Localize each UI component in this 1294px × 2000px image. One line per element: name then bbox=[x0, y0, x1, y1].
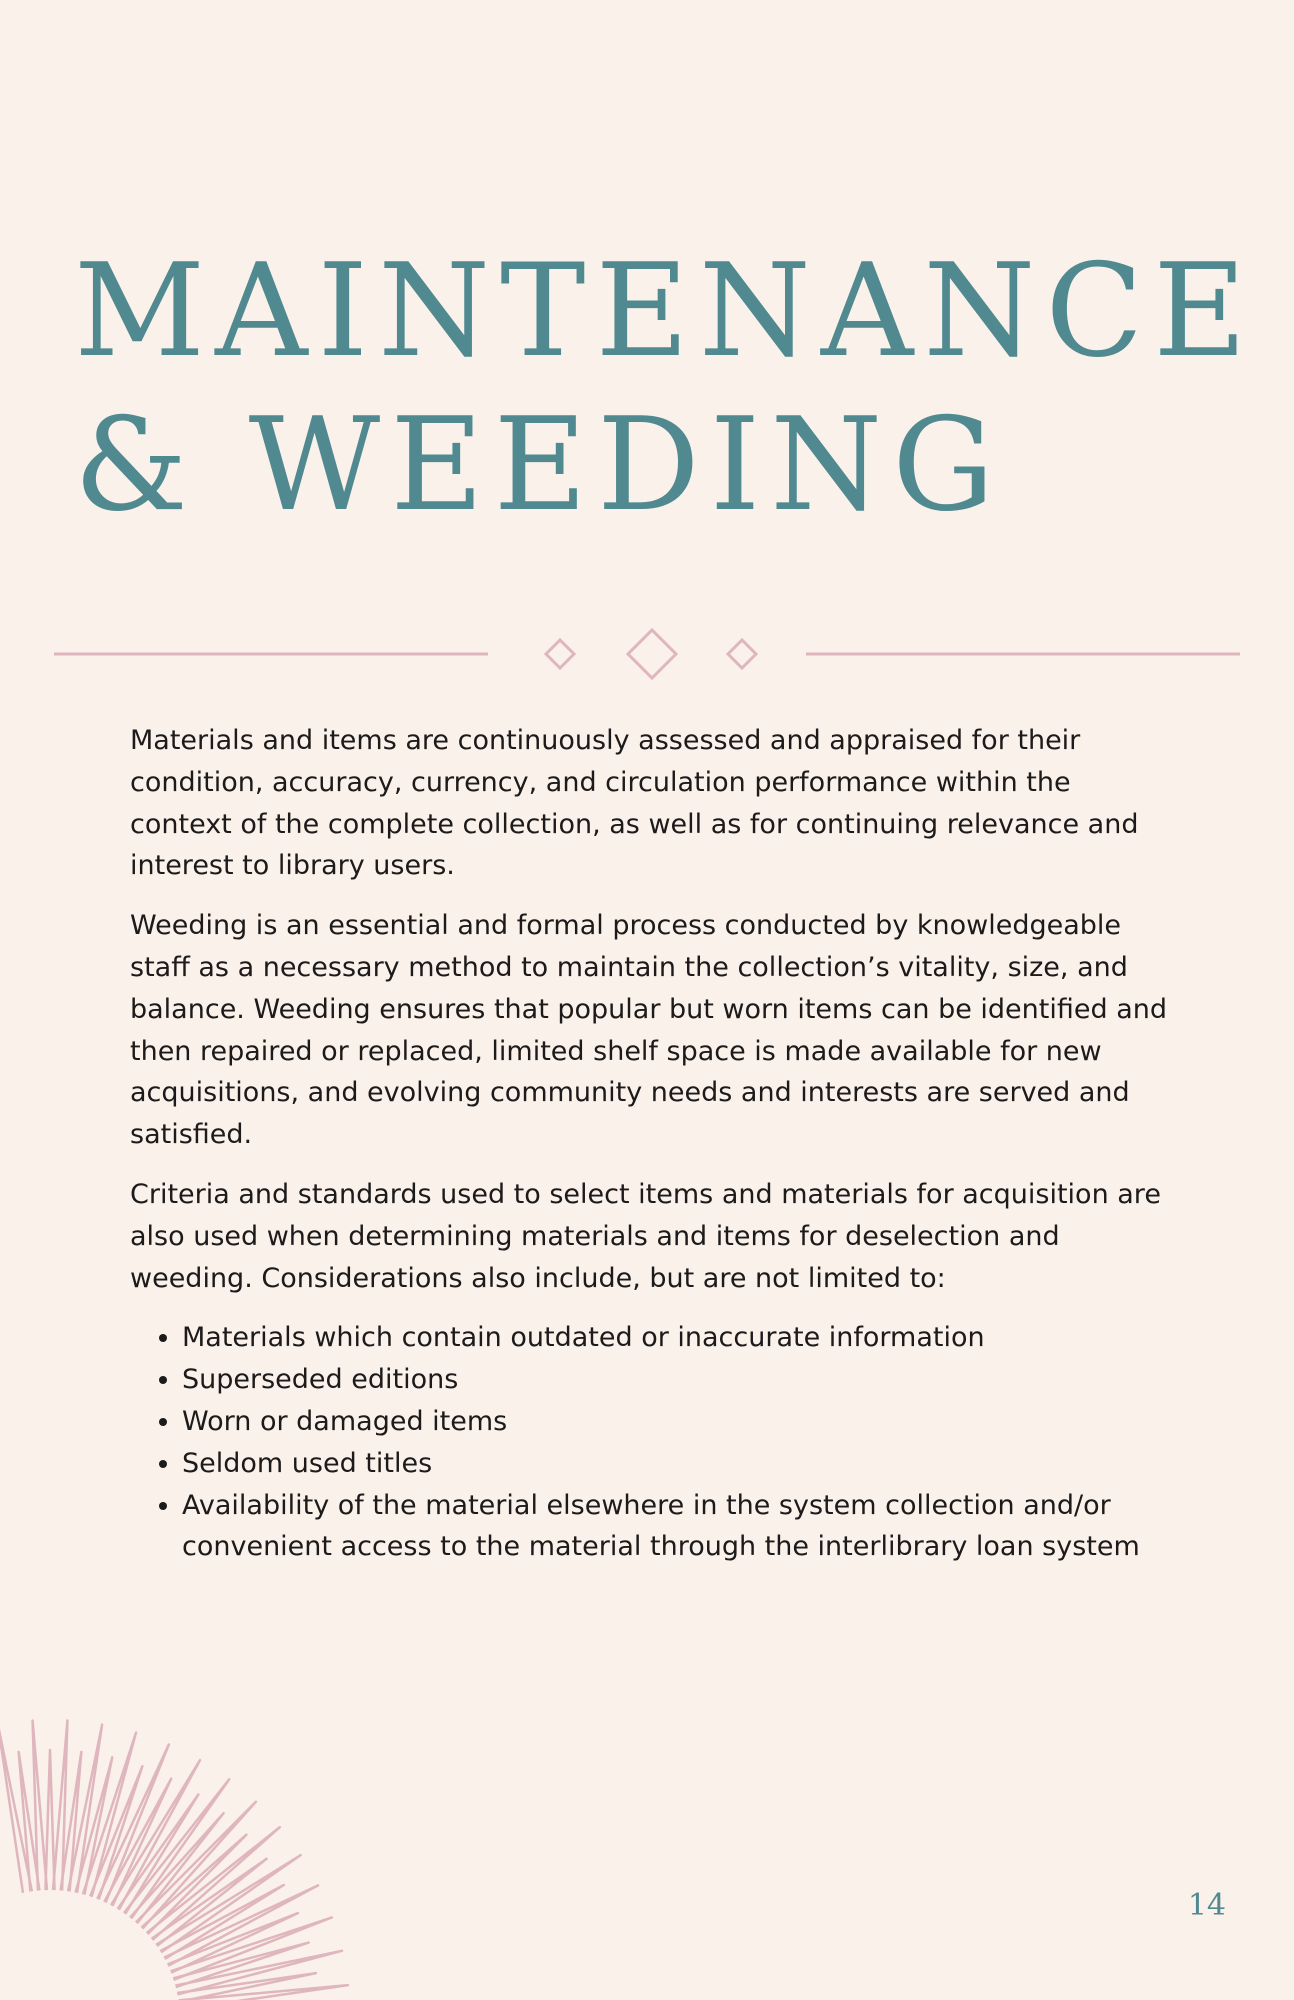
ornamental-divider bbox=[0, 620, 1294, 690]
list-item: • Superseded editions bbox=[182, 1359, 1170, 1401]
list-item: • Availability of the material elsewhere in the system collection and/or convenient access to the material through the interlibrary loan system bbox=[182, 1485, 1170, 1569]
diamond-icon bbox=[546, 640, 574, 668]
paragraph-criteria: Criteria and standards used to select items and materials for acquisition are also used when determining materials and items for deselection and weeding. Considerations also include, but are not limited to: bbox=[130, 1178, 1161, 1294]
sunburst-icon bbox=[0, 1600, 400, 2000]
paragraph-weeding: Weeding is an essential and formal process conducted by knowledgeable staff as a necessary method to maintain the collection’s vitality, size, and balance. Weeding ensures that popular but worn items can be identified and then repaired or replaced, limited shelf space is made available for new acquisitions, and evolving community needs and interests are served and satisfied. bbox=[130, 910, 1167, 1151]
diamond-icon bbox=[728, 640, 756, 668]
title-line-1: MAINTENANCE bbox=[74, 237, 1257, 386]
list-item: • Seldom used titles bbox=[182, 1443, 1170, 1485]
paragraph-assessment: Materials and items are continuously assessed and appraised for their condition, accuracy, currency, and circulation performance within the context of the complete collection, as well as for continuing relevance and interest to library users. bbox=[130, 725, 1139, 882]
page-title bbox=[74, 235, 1257, 543]
body-text bbox=[130, 720, 1170, 1568]
list-item: • Worn or damaged items bbox=[182, 1401, 1170, 1443]
considerations-list bbox=[130, 1317, 1170, 1568]
diamond-icon bbox=[628, 630, 676, 678]
page-number: 14 bbox=[1187, 1888, 1226, 1923]
sunburst-ray bbox=[45, 1750, 54, 1890]
list-item: • Materials which contain outdated or inaccurate information bbox=[182, 1317, 1170, 1359]
title-line-2: & WEEDING bbox=[74, 391, 1005, 540]
